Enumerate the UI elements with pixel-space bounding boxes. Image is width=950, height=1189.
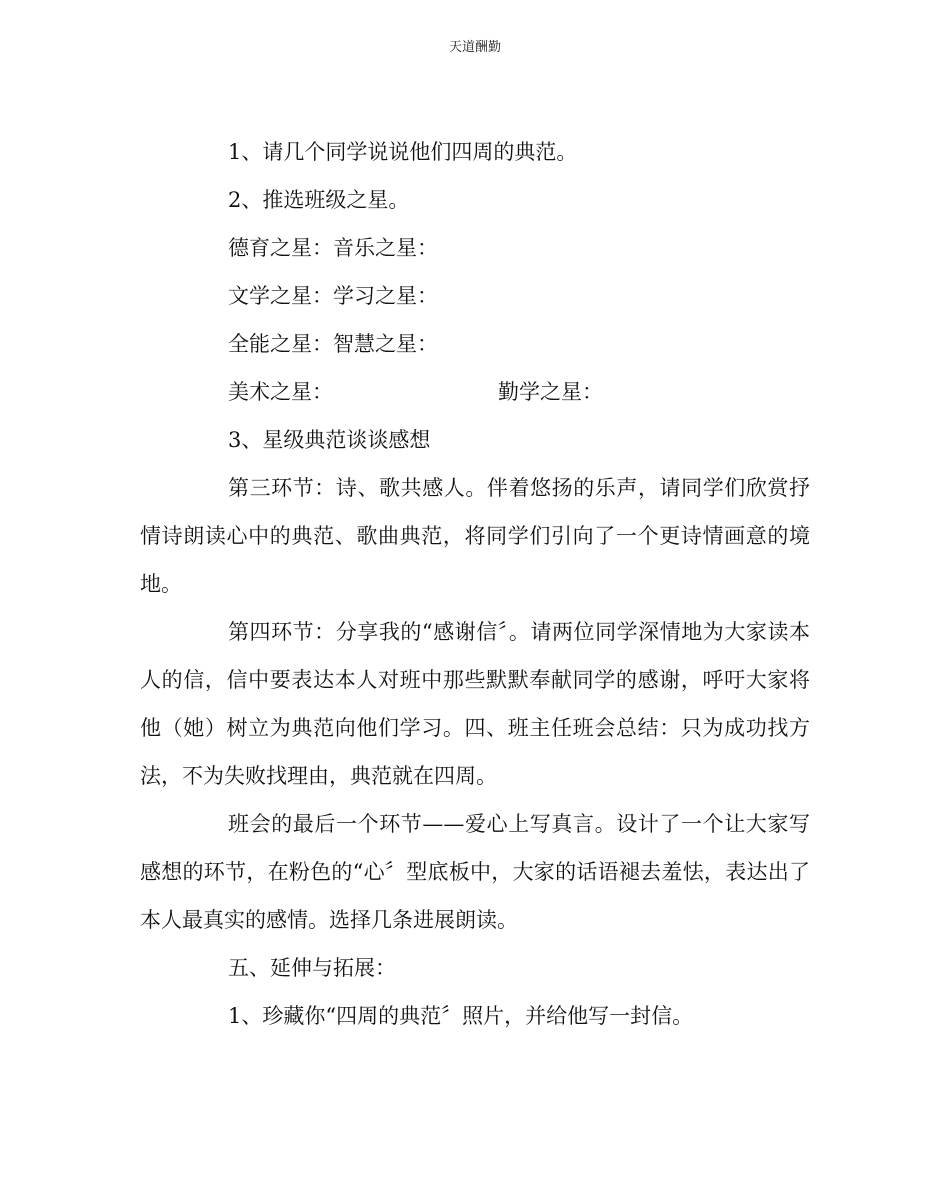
paragraph-section-4: 第四环节：分享我的“感谢信〞。请两位同学深情地为大家读本人的信，信中要表达本人对班中那些默默奉献同学的感谢，呼吁大家将他（她）树立为典范向他们学习。四、班主任班会总结：只为成功找方法，不为失败找理由，典范就在四周。 xyxy=(140,620,810,788)
list-item-2: 2、推选班级之星。 xyxy=(228,188,410,212)
section-heading-extension: 五、延伸与拓展： xyxy=(228,956,396,980)
paragraph-final-section: 班会的最后一个环节——爱心上写真言。设计了一个让大家写感想的环节，在粉色的“心〞型底板中，大家的话语褪去羞怯，表达出了本人最真实的感情。选择几条进展朗读。 xyxy=(140,812,810,932)
diligence-star-label: 勤学之星： xyxy=(498,380,603,404)
star-line-4 xyxy=(140,368,810,416)
art-star-label: 美术之星： xyxy=(228,380,333,404)
paragraph-section-3: 第三环节：诗、歌共感人。伴着悠扬的乐声，请同学们欣赏抒情诗朗读心中的典范、歌曲典范，将同学们引向了一个更诗情画意的境地。 xyxy=(140,476,810,596)
page-header: 天道酬勤 xyxy=(448,40,501,55)
list-item-extension-1: 1、珍藏你“四周的典范〞照片，并给他写一封信。 xyxy=(228,1004,694,1028)
star-line-1: 德育之星：音乐之星： xyxy=(228,236,438,260)
list-item-1: 1、请几个同学说说他们四周的典范。 xyxy=(228,140,578,164)
document-body xyxy=(140,128,810,1040)
star-line-3: 全能之星：智慧之星： xyxy=(228,332,438,356)
list-item-3: 3、星级典范谈谈感想 xyxy=(228,428,431,452)
star-line-2: 文学之星：学习之星： xyxy=(228,284,438,308)
